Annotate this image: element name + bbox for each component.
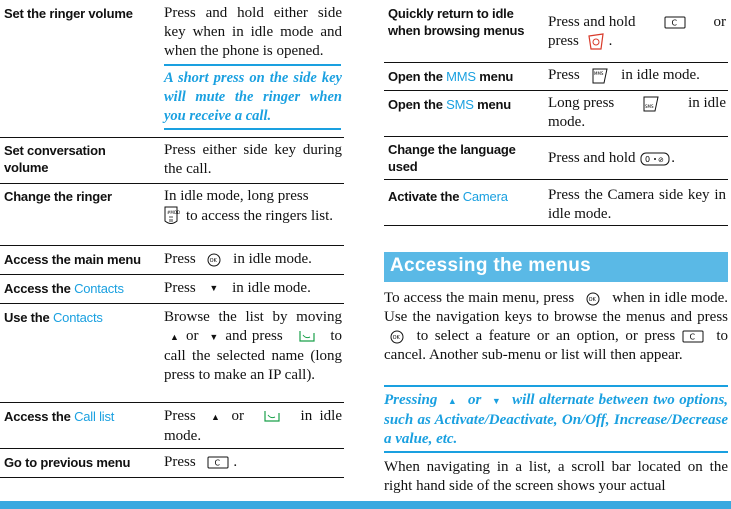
row-description: [164, 187, 342, 226]
table-row: [384, 90, 728, 137]
call-key-icon: [298, 329, 316, 345]
label-text: Access the: [4, 409, 75, 424]
call-key-icon: [263, 409, 281, 425]
desc-text: or: [231, 408, 244, 424]
contacts-link: Contacts: [74, 281, 124, 296]
note-divider: [164, 128, 341, 130]
row-description: Press either side key during the call.: [164, 142, 342, 177]
row-label: Access the main menu: [4, 252, 141, 267]
scrollbar-paragraph: When navigating in a list, a scroll bar located on the right hand side of the screen shows your actual: [384, 459, 728, 494]
row-description: Press the Camera side key in idle mode.: [548, 187, 726, 222]
menus-paragraph: [384, 289, 728, 365]
row-label: [4, 280, 154, 297]
note-text: will alternate between two options, such as Activate/Deactivate, On/Off, Increase/Decrease a value, etc.: [384, 392, 729, 447]
label-text: menu: [473, 97, 512, 112]
row-label: [388, 188, 538, 205]
row-label: [388, 68, 538, 85]
table-row: [0, 0, 344, 138]
desc-text: Press: [164, 280, 196, 296]
row-label: Change the language used: [388, 142, 516, 174]
label-text: Access the: [4, 281, 75, 296]
ok-key-icon: [390, 330, 404, 344]
ok-key-icon: [586, 292, 600, 306]
contacts-link: Contacts: [52, 310, 103, 325]
label-text: Use the: [4, 310, 53, 325]
paragraph-text: to select a feature or an option, or press: [416, 328, 676, 344]
desc-text: Press and hold: [548, 150, 636, 166]
row-description: [548, 149, 726, 168]
ringer-mute-note: A short press on the side key will mute the ringer when you receive a call.: [164, 70, 342, 124]
svg-text:OK: OK: [588, 296, 597, 303]
svg-text:0: 0: [645, 154, 651, 164]
desc-text: and press: [225, 328, 283, 344]
desc-text: Long press: [548, 95, 615, 111]
language-key-icon: [640, 152, 670, 166]
mms-link: MMS: [446, 69, 476, 84]
desc-text: Press and hold: [548, 14, 636, 30]
desc-text: Press: [164, 454, 196, 470]
svg-text:C: C: [689, 332, 695, 342]
row-description: [548, 13, 726, 51]
paragraph-text: to cancel. Another sub-menu or list will then appear.: [384, 328, 728, 363]
table-row: [0, 245, 344, 275]
svg-text:C: C: [214, 458, 221, 468]
table-row: [0, 402, 344, 449]
camera-link: Camera: [462, 189, 508, 204]
table-row: [0, 274, 344, 304]
row-label: Go to previous menu: [4, 455, 131, 470]
svg-text:⊘: ⊘: [658, 155, 665, 164]
up-arrow-icon: ▲: [210, 412, 224, 422]
desc-text: in idle: [688, 95, 726, 111]
note-text: or: [468, 392, 482, 408]
table-row: [384, 0, 728, 63]
row-description: [164, 407, 342, 446]
note-divider: [384, 451, 728, 453]
desc-text: .: [233, 454, 238, 470]
svg-text:#MOD: #MOD: [167, 210, 181, 215]
sms-softkey-icon: [642, 95, 660, 113]
section-banner: [384, 252, 728, 282]
desc-text: mode.: [548, 114, 586, 130]
svg-text:OK: OK: [392, 334, 400, 341]
note-divider: [384, 385, 728, 387]
desc-text: Press: [164, 408, 196, 424]
label-text: menu: [475, 69, 514, 84]
ringer-key-icon: [164, 206, 181, 226]
desc-text: Press: [548, 67, 580, 83]
up-arrow-icon: ▲: [170, 332, 180, 342]
row-description: [164, 250, 342, 269]
ok-key-icon: [207, 253, 221, 267]
row-label: [4, 309, 154, 326]
desc-text: to call the selected name (long press to make an IP call).: [164, 328, 343, 383]
desc-text: in idle mode.: [164, 408, 342, 444]
navigation-note: [384, 391, 728, 449]
desc-text: Press: [164, 251, 196, 267]
clear-key-icon: [664, 16, 686, 29]
up-arrow-icon: ▲: [447, 396, 458, 406]
desc-text: in idle mode.: [233, 251, 312, 267]
row-label: [4, 408, 154, 425]
desc-text: In idle mode, long press: [164, 188, 309, 204]
table-row: [0, 183, 344, 246]
table-row: [0, 303, 344, 403]
row-description: [164, 308, 342, 385]
mms-softkey-icon: [591, 67, 609, 85]
table-row: [384, 179, 728, 226]
paragraph-text: when in idle mode. Use the navigation keys to browse the menus and press: [384, 290, 728, 325]
desc-text: in idle mode.: [232, 280, 311, 296]
clear-key-icon: [207, 456, 229, 469]
row-description: [164, 453, 342, 472]
desc-text: or: [713, 14, 726, 30]
row-label: Quickly return to idle when browsing menus: [388, 6, 525, 38]
row-label: Set conversation volume: [4, 143, 106, 175]
row-description: [164, 279, 342, 298]
down-arrow-icon: ▼: [209, 332, 220, 342]
note-text: Pressing: [384, 392, 438, 408]
svg-text:C: C: [671, 18, 677, 28]
label-text: Open the: [388, 69, 447, 84]
row-description: [548, 94, 726, 132]
label-text: Open the: [388, 97, 447, 112]
svg-text:OK: OK: [210, 257, 218, 264]
desc-text: press: [548, 33, 579, 49]
paragraph-text: To access the main menu, press: [384, 290, 575, 306]
sms-link: SMS: [446, 97, 474, 112]
call-list-link: Call list: [74, 409, 115, 424]
section-title: Accessing the menus: [390, 255, 592, 276]
table-row: [384, 136, 728, 180]
label-text: Activate the: [388, 189, 463, 204]
desc-text: .: [671, 150, 675, 166]
down-arrow-icon: ▼: [209, 283, 219, 294]
row-description: [548, 66, 726, 85]
end-call-key-icon: [587, 33, 605, 51]
clear-key-icon: [682, 330, 704, 343]
down-arrow-icon: ▼: [491, 396, 502, 406]
row-label: Set the ringer volume: [4, 6, 133, 21]
table-row: [384, 62, 728, 91]
desc-text: or: [186, 328, 199, 344]
row-label: Change the ringer: [4, 189, 112, 204]
desc-text: Browse the list by moving: [164, 309, 342, 325]
svg-text:MMS: MMS: [594, 70, 604, 76]
svg-text:SMS: SMS: [645, 103, 654, 109]
row-description: Press and hold either side key when in idle mode and when the phone is opened.: [164, 5, 342, 59]
note-divider: [164, 64, 341, 66]
desc-text: in idle mode.: [621, 67, 700, 83]
desc-text: .: [608, 33, 613, 49]
table-row: [0, 448, 344, 478]
row-label: [388, 96, 538, 113]
page-footer-bar: [0, 501, 731, 509]
table-row: [0, 137, 344, 184]
desc-text: to access the ringers list.: [186, 207, 334, 224]
